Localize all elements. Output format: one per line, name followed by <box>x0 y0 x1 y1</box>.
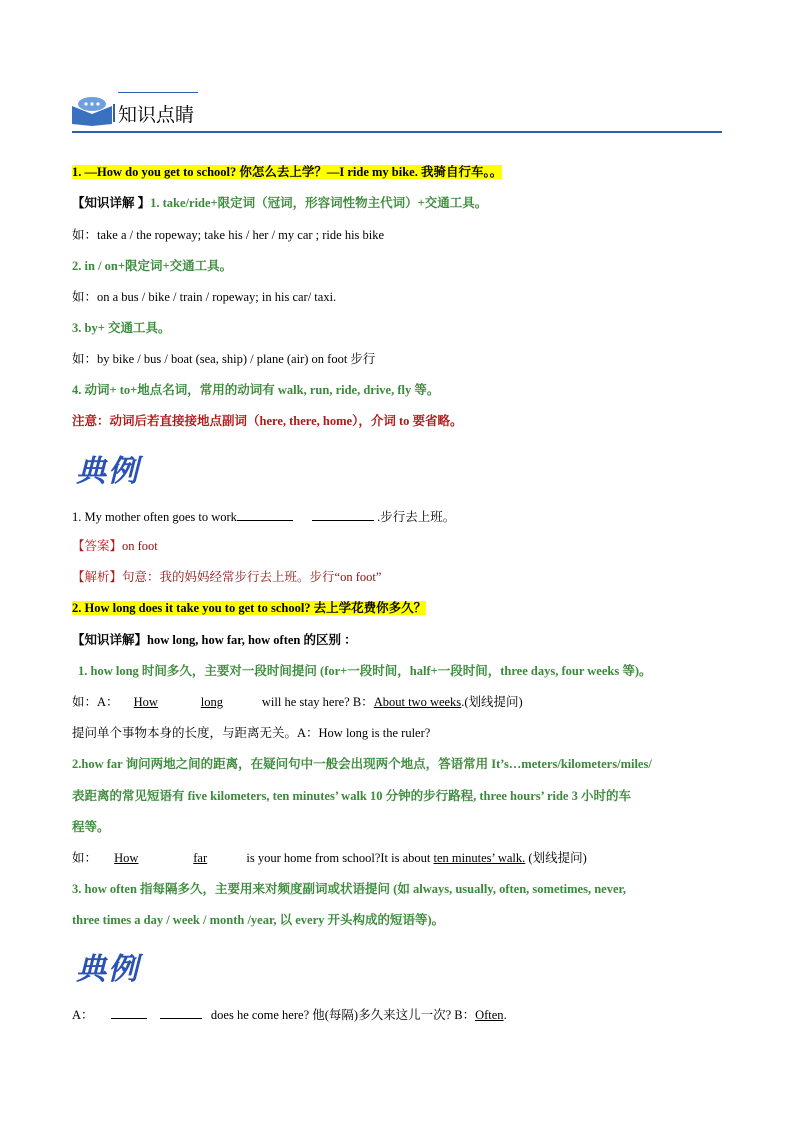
section2-rule1: 1. how long 时间多久，主要对一段时间提问 (for+一段时间，half+一段时间，three days, four weeks 等)。 <box>78 664 652 678</box>
section2-rule2-line2: 表距离的常见短语有 five kilometers, ten minutes’ walk 10 分钟的步行路程, three hours’ ride 3 小时的车 <box>72 789 631 803</box>
example1-answer: 【答案】on foot <box>72 539 158 553</box>
section1-example1: 如：take a / the ropeway; take his / her / my car ; ride his bike <box>72 228 385 242</box>
header-top-rule <box>118 92 198 93</box>
section2-example2: 如： How far is your home from school?It is about ten minutes’ walk. (划线提问) <box>72 851 587 865</box>
book-icon <box>72 96 112 126</box>
example1-question: 1. My mother often goes to work .步行去上班。 <box>72 510 456 524</box>
header-bar <box>113 104 115 122</box>
section1-detail: 【知识详解 】1. take/ride+限定词（冠词，形容词性物主代词）+交通工具。 <box>72 196 488 210</box>
section2-title: 2. How long does it take you to get to school? 去上学花费你多久？ <box>72 601 427 615</box>
section2-example1: 如：A： How long will he stay here? B：About two weeks.(划线提问) <box>72 695 523 709</box>
example-label: 典例 <box>76 454 140 489</box>
example2-question: A： does he come here? 他(每隔)多久来这儿一次? B：Often. <box>72 1008 507 1022</box>
answer-blank[interactable] <box>312 508 374 521</box>
section1-title: 1. —How do you get to school? 你怎么去上学？—I ride my bike. 我骑自行车。。 <box>72 165 503 179</box>
section1-example2: 如：on a bus / bike / train / ropeway; in his car/ taxi. <box>72 290 337 304</box>
section2-rule2-line1: 2.how far 询问两地之间的距离，在疑问句中一般会出现两个地点，答语常用 It’s…meters/kilometers/miles/ <box>72 757 652 771</box>
answer-blank[interactable] <box>237 508 293 521</box>
section1-rule3: 3. by+ 交通工具。 <box>72 321 171 335</box>
section1-rule4: 4. 动词+ to+地点名词，常用的动词有 walk, run, ride, drive, fly 等。 <box>72 383 440 397</box>
section2-detail: 【知识详解】how long, how far, how often 的区别 ： <box>72 633 357 647</box>
answer-blank[interactable] <box>111 1006 147 1019</box>
section2-rule3-line2: three times a day / week / month /year, 以 every 开头构成的短语等)。 <box>72 913 445 927</box>
section1-example3: 如：by bike / bus / boat (sea, ship) / plane (air) on foot 步行 <box>72 352 376 366</box>
section2-example1b: 提问单个事物本身的长度，与距离无关。A：How long is the ruler? <box>72 726 431 740</box>
section1-rule2: 2. in / on+限定词+交通工具。 <box>72 259 233 273</box>
section1-note: 注意：动词后若直接接地点副词（here, there, home），介词 to 要省略。 <box>72 414 463 428</box>
example-label: 典例 <box>76 952 140 987</box>
section2-rule3-line1: 3. how often 指每隔多久，主要用来对频度副词或状语提问 (如 always, usually, often, sometimes, never, <box>72 882 627 896</box>
section2-rule2-line3: 程等。 <box>72 820 110 834</box>
header-rule <box>72 131 722 133</box>
page-title: 知识点睛 <box>118 104 195 126</box>
answer-blank[interactable] <box>160 1006 202 1019</box>
example1-analysis: 【解析】句意：我的妈妈经常步行去上班。步行“on foot” <box>72 570 382 584</box>
